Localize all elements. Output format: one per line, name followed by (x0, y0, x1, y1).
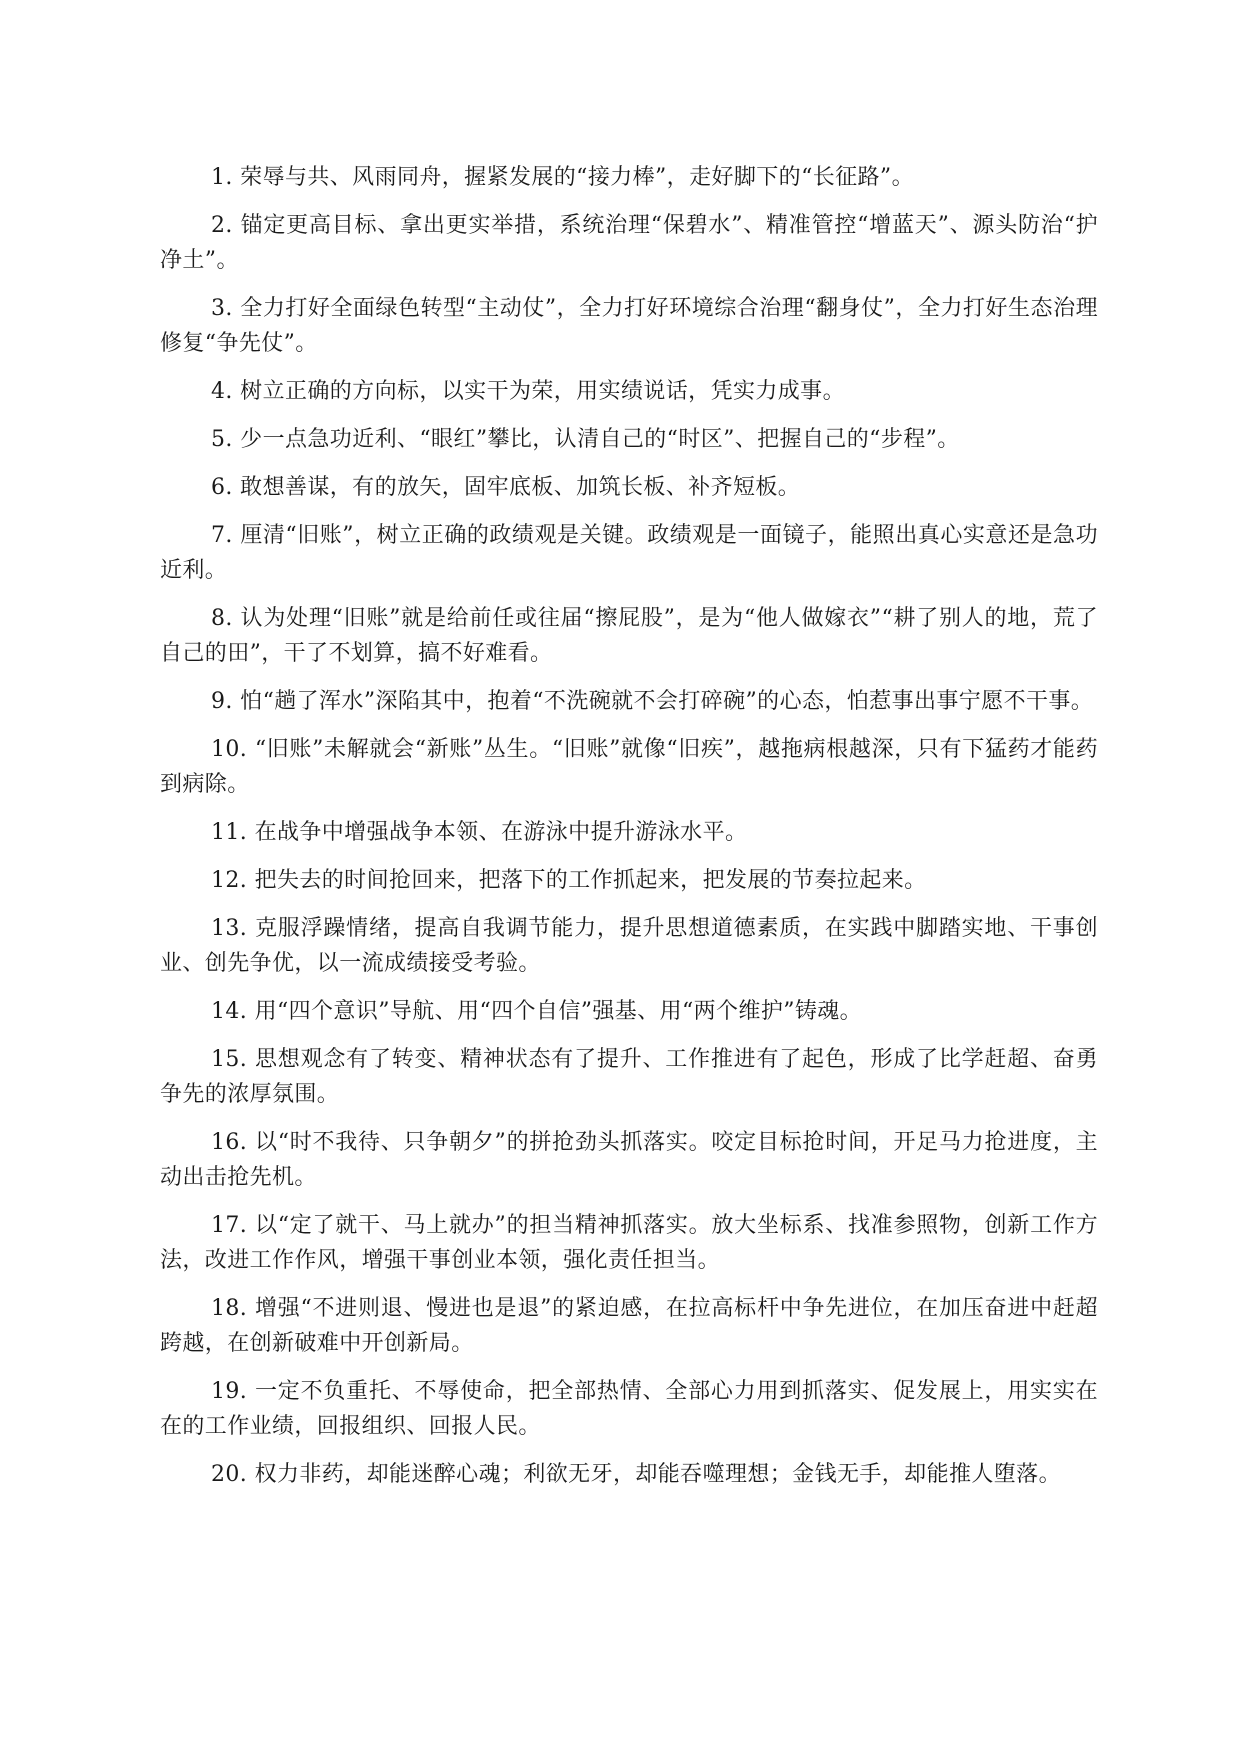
paragraph-3: 3. 全力打好全面绿色转型“主动仗”，全力打好环境综合治理“翻身仗”，全力打好生态治理修复“争先仗”。 (160, 296, 1098, 356)
paragraph-7: 7. 厘清“旧账”，树立正确的政绩观是关键。政绩观是一面镜子，能照出真心实意还是急功近利。 (160, 523, 1098, 583)
paragraph-16: 16. 以“时不我待、只争朝夕”的拼抢劲头抓落实。咬定目标抢时间，开足马力抢进度，主动出击抢先机。 (160, 1130, 1098, 1190)
paragraph-18: 18. 增强“不进则退、慢进也是退”的紧迫感，在拉高标杆中争先进位，在加压奋进中赶超跨越，在创新破难中开创新局。 (160, 1296, 1098, 1356)
paragraph-8: 8. 认为处理“旧账”就是给前任或往届“擦屁股”，是为“他人做嫁衣”“耕了别人的地，荒了自己的田”，干了不划算，搞不好难看。 (160, 606, 1098, 666)
paragraph-14: 14. 用“四个意识”导航、用“四个自信”强基、用“两个维护”铸魂。 (211, 999, 863, 1024)
paragraph-10: 10. “旧账”未解就会“新账”丛生。“旧账”就像“旧疾”，越拖病根越深，只有下猛药才能药到病除。 (160, 737, 1098, 797)
document-body (160, 160, 1098, 1505)
paragraph-11: 11. 在战争中增强战争本领、在游泳中提升游泳水平。 (211, 820, 748, 845)
paragraph-15: 15. 思想观念有了转变、精神状态有了提升、工作推进有了起色，形成了比学赶超、奋勇争先的浓厚氛围。 (160, 1047, 1098, 1107)
paragraph-17: 17. 以“定了就干、马上就办”的担当精神抓落实。放大坐标系、找准参照物，创新工作方法，改进工作作风，增强干事创业本领，强化责任担当。 (160, 1213, 1098, 1273)
paragraph-9: 9. 怕“趟了浑水”深陷其中，抱着“不洗碗就不会打碎碗”的心态，怕惹事出事宁愿不干事。 (211, 689, 1094, 714)
paragraph-1: 1. 荣辱与共、风雨同舟，握紧发展的“接力棒”，走好脚下的“长征路”。 (211, 165, 914, 190)
paragraph-13: 13. 克服浮躁情绪，提高自我调节能力，提升思想道德素质，在实践中脚踏实地、干事创业、创先争优，以一流成绩接受考验。 (160, 916, 1098, 976)
paragraph-4: 4. 树立正确的方向标，以实干为荣，用实绩说话，凭实力成事。 (211, 379, 845, 404)
paragraph-2: 2. 锚定更高目标、拿出更实举措，系统治理“保碧水”、精准管控“增蓝天”、源头防治“护净土”。 (160, 213, 1098, 273)
paragraph-19: 19. 一定不负重托、不辱使命，把全部热情、全部心力用到抓落实、促发展上，用实实在在的工作业绩，回报组织、回报人民。 (160, 1379, 1098, 1439)
paragraph-6: 6. 敢想善谋，有的放矢，固牢底板、加筑长板、补齐短板。 (211, 475, 801, 500)
paragraph-20: 20. 权力非药，却能迷醉心魂；利欲无牙，却能吞噬理想；金钱无手，却能推人堕落。 (211, 1462, 1061, 1487)
paragraph-5: 5. 少一点急功近利、“眼红”攀比，认清自己的“时区”、把握自己的“步程”。 (211, 427, 960, 452)
paragraph-12: 12. 把失去的时间抢回来，把落下的工作抓起来，把发展的节奏拉起来。 (211, 868, 927, 893)
